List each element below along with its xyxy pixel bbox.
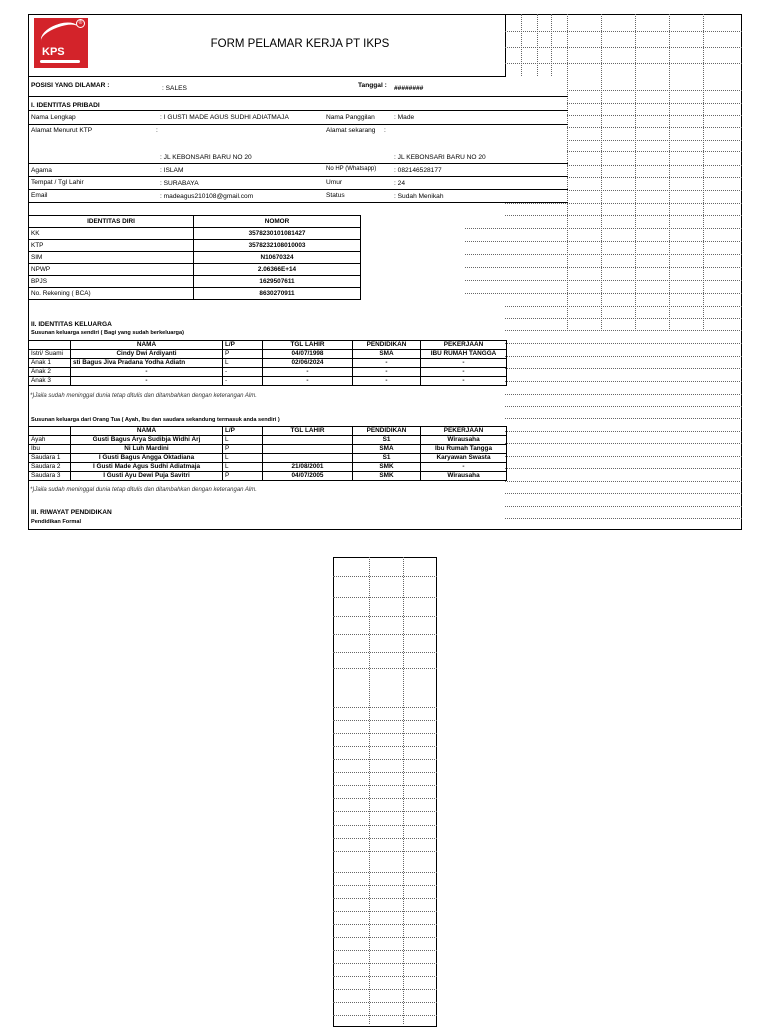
formal-education-subtitle: Pendidikan Formal	[31, 519, 82, 525]
section2-title: II. IDENTITAS KELUARGA	[31, 321, 112, 328]
table-row: Ayah Gusti Bagus Arya Sudibja Widhi Arj L S1 Wirausaha	[29, 436, 507, 445]
position-label: POSISI YANG DILAMAR :	[31, 82, 110, 89]
parent-family-note: *)Jaila sudah meninggal dunia tetap ditulis dan ditambahkan dengan keterangan Alm.	[30, 487, 257, 493]
current-address-label: Alamat sekarang	[326, 127, 376, 134]
table-row: Anak 1 sti Bagus Jiva Pradana Yodha Adiatn L 02/06/2024 - -	[29, 359, 507, 368]
section3-title: III. RIWAYAT PENDIDIKAN	[31, 509, 112, 516]
birth-value: : SURABAYA	[160, 180, 199, 187]
table-row: NPWP 2.06366E+14	[29, 264, 361, 276]
page2-grid	[333, 557, 437, 1027]
religion-label: Agama	[31, 167, 52, 174]
status-value: : Sudah Menikah	[394, 193, 444, 200]
full-name-value: : I GUSTI MADE AGUS SUDHI ADIATMAJA	[160, 114, 289, 121]
own-family-note: *)Jaila sudah meninggal dunia tetap ditulis dan ditambahkan dengan keterangan Alm.	[30, 393, 257, 399]
section1-title: I. IDENTITAS PRIBADI	[31, 102, 100, 109]
ktp-address-colon: :	[156, 127, 158, 134]
phone-value: : 082146528177	[394, 167, 442, 174]
full-name-label: Nama Lengkap	[31, 114, 76, 121]
phone-label: No HP (Whatsapp)	[326, 166, 377, 172]
parent-family-subtitle: Susunan keluarga dari Orang Tua ( Ayah, Ibu dan saudara sekandung termasuk anda sendiri )	[31, 417, 280, 423]
status-label: Status	[326, 192, 345, 199]
date-value: ########	[394, 85, 424, 92]
email-label: Email	[31, 192, 48, 199]
table-row: KTP 3578232108010003	[29, 240, 361, 252]
email-value: : madeagus210108@gmail.com	[160, 193, 254, 200]
table-row: Ibu Ni Luh Mardini P SMA Ibu Rumah Tangga	[29, 445, 507, 454]
nick-label: Nama Panggilan	[326, 114, 375, 121]
id-header-type: IDENTITAS DIRI	[29, 216, 194, 228]
own-family-table: NAMA L/P TGL LAHIR PENDIDIKAN PEKERJAAN Istri/ Suami Cindy Dwi Ardiyanti P 04/07/1998 SMA IBU RUMAH TANGGA Anak 1 sti Bagus Jiva Pradana Yodha Adiatn L 02/06/2024 - - Anak 2 - - - - - Anak 3 - - - - -	[28, 340, 507, 386]
ktp-address-label: Alamat Menurut KTP	[31, 127, 93, 134]
table-row: Anak 3 - - - - -	[29, 377, 507, 386]
birth-label: Tempat / Tgl Lahir	[31, 179, 84, 186]
table-row: Anak 2 - - - - -	[29, 368, 507, 377]
table-row: No. Rekening ( BCA) 8630270911	[29, 288, 361, 300]
religion-value: : ISLAM	[160, 167, 184, 174]
own-family-subtitle: Susunan keluarga sendiri ( Bagi yang sudah berkeluarga)	[31, 330, 184, 336]
parent-family-table: NAMA L/P TGL LAHIR PENDIDIKAN PEKERJAAN Ayah Gusti Bagus Arya Sudibja Widhi Arj L S1 Wirausaha Ibu Ni Luh Mardini P SMA Ibu Rumah Tangga Saudara 1 I Gusti Bagus Angga Oktadiana L S1 Karyawan Swasta Saudara 2 I Gusti Made Agus Sudhi Adiatmaja L 21/08/2001 SMK - Saudara 3 I Gusti Ayu Dewi Puja Savitri P 04/07/2005 SMK Wirausaha	[28, 426, 507, 481]
table-row: Saudara 2 I Gusti Made Agus Sudhi Adiatmaja L 21/08/2001 SMK -	[29, 463, 507, 472]
identity-table	[28, 215, 361, 300]
table-row: KK 3578230101081427	[29, 228, 361, 240]
table-row: BPJS 1629507611	[29, 276, 361, 288]
table-row: Istri/ Suami Cindy Dwi Ardiyanti P 04/07/1998 SMA IBU RUMAH TANGGA	[29, 350, 507, 359]
date-label: Tanggal :	[358, 82, 387, 89]
table-row: Saudara 1 I Gusti Bagus Angga Oktadiana L S1 Karyawan Swasta	[29, 454, 507, 463]
current-address-value: : JL KEBONSARI BARU NO 20	[394, 154, 486, 161]
ktp-address-value: : JL KEBONSARI BARU NO 20	[160, 154, 252, 161]
age-value: : 24	[394, 180, 405, 187]
form-title: FORM PELAMAR KERJA PT IKPS	[210, 38, 390, 50]
position-value: : SALES	[162, 85, 187, 92]
table-row: Saudara 3 I Gusti Ayu Dewi Puja Savitri P 04/07/2005 SMK Wirausaha	[29, 472, 507, 481]
ikps-logo: ® KPS	[34, 18, 88, 68]
id-header-number: NOMOR	[194, 216, 361, 228]
current-address-colon: :	[384, 127, 386, 134]
nick-value: : Made	[394, 114, 415, 121]
table-row: SIM N10670324	[29, 252, 361, 264]
age-label: Umur	[326, 179, 343, 186]
